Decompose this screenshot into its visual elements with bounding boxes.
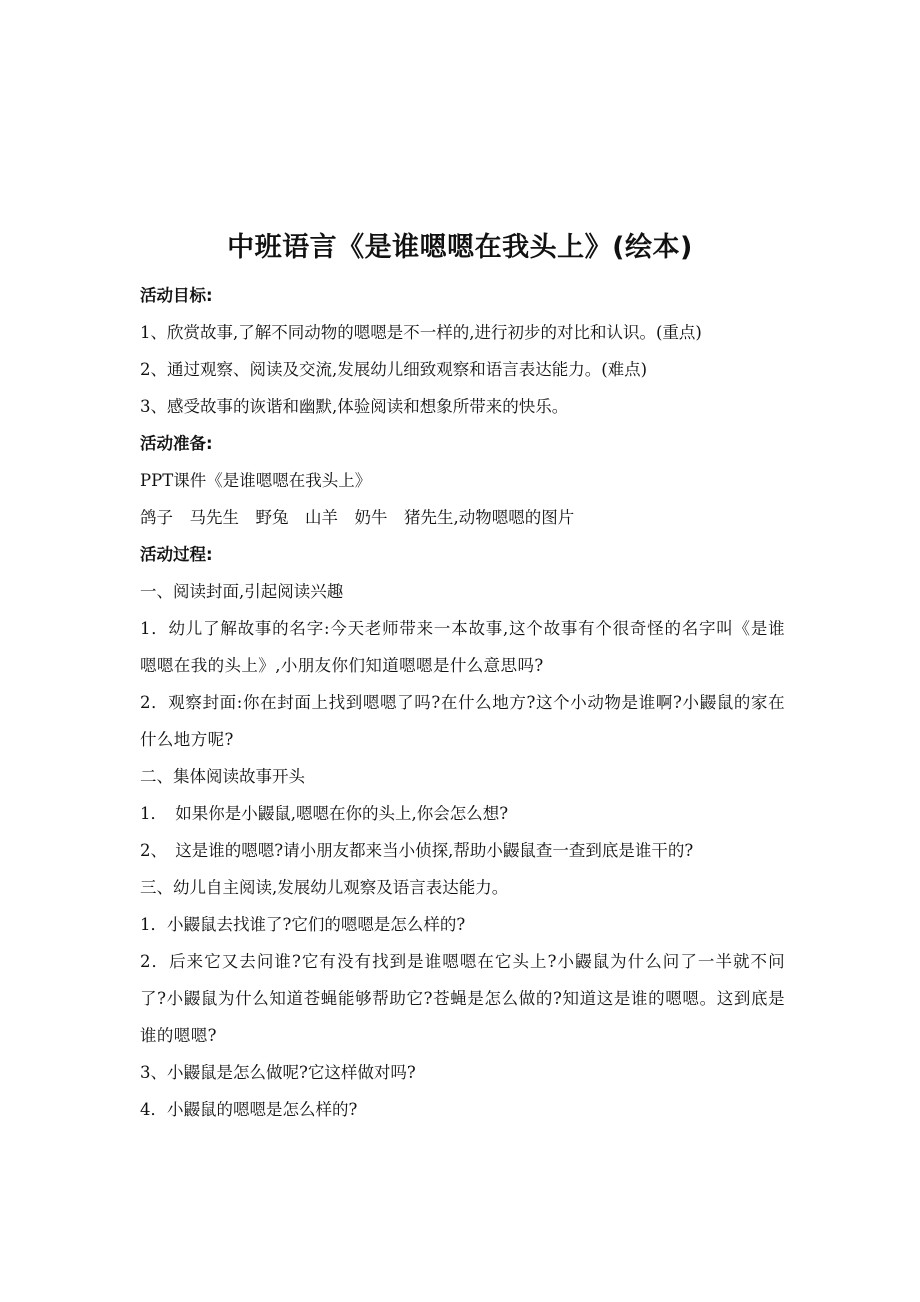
process-item: 1．幼儿了解故事的名字:今天老师带来一本故事,这个故事有个很奇怪的名字叫《是谁嗯嗯在我的头上》,小朋友你们知道嗯嗯是什么意思吗? bbox=[140, 619, 785, 675]
preparation-item: 鸽子 马先生 野兔 山羊 奶牛 猪先生,动物嗯嗯的图片 bbox=[140, 508, 575, 527]
process-item: 4．小鼹鼠的嗯嗯是怎么样的? bbox=[140, 1100, 358, 1119]
process-item: 1．小鼹鼠去找谁了?它们的嗯嗯是怎么样的? bbox=[140, 915, 466, 934]
process-item: 2．观察封面:你在封面上找到嗯嗯了吗?在什么地方?这个小动物是谁啊?小鼹鼠的家在什么地方呢? bbox=[140, 693, 785, 749]
goal-item: 2、通过观察、阅读及交流,发展幼儿细致观察和语言表达能力。(难点) bbox=[140, 360, 648, 379]
process-item: 1． 如果你是小鼹鼠,嗯嗯在你的头上,你会怎么想? bbox=[140, 804, 509, 823]
section-title: 二、集体阅读故事开头 bbox=[140, 767, 305, 786]
document-body bbox=[140, 277, 785, 1128]
process-heading: 活动过程: bbox=[140, 545, 213, 564]
preparation-heading: 活动准备: bbox=[140, 434, 213, 453]
section-title: 三、幼儿自主阅读,发展幼儿观察及语言表达能力。 bbox=[140, 878, 509, 897]
goals-heading: 活动目标: bbox=[140, 286, 213, 305]
preparation-item: PPT课件《是谁嗯嗯在我头上》 bbox=[140, 471, 372, 490]
page-title: 中班语言《是谁嗯嗯在我头上》(绘本) bbox=[227, 232, 693, 263]
process-item: 2、 这是谁的嗯嗯?请小朋友都来当小侦探,帮助小鼹鼠查一查到底是谁干的? bbox=[140, 841, 694, 860]
process-item: 3、小鼹鼠是怎么做呢?它这样做对吗? bbox=[140, 1063, 416, 1082]
goal-item: 1、欣赏故事,了解不同动物的嗯嗯是不一样的,进行初步的对比和认识。(重点) bbox=[140, 323, 702, 342]
process-item: 2．后来它又去问谁?它有没有找到是谁嗯嗯在它头上?小鼹鼠为什么问了一半就不问了?小鼹鼠为什么知道苍蝇能够帮助它?苍蝇是怎么做的?知道这是谁的嗯嗯。这到底是谁的嗯嗯? bbox=[140, 952, 785, 1045]
section-title: 一、阅读封面,引起阅读兴趣 bbox=[140, 582, 344, 601]
goal-item: 3、感受故事的诙谐和幽默,体验阅读和想象所带来的快乐。 bbox=[140, 397, 569, 416]
